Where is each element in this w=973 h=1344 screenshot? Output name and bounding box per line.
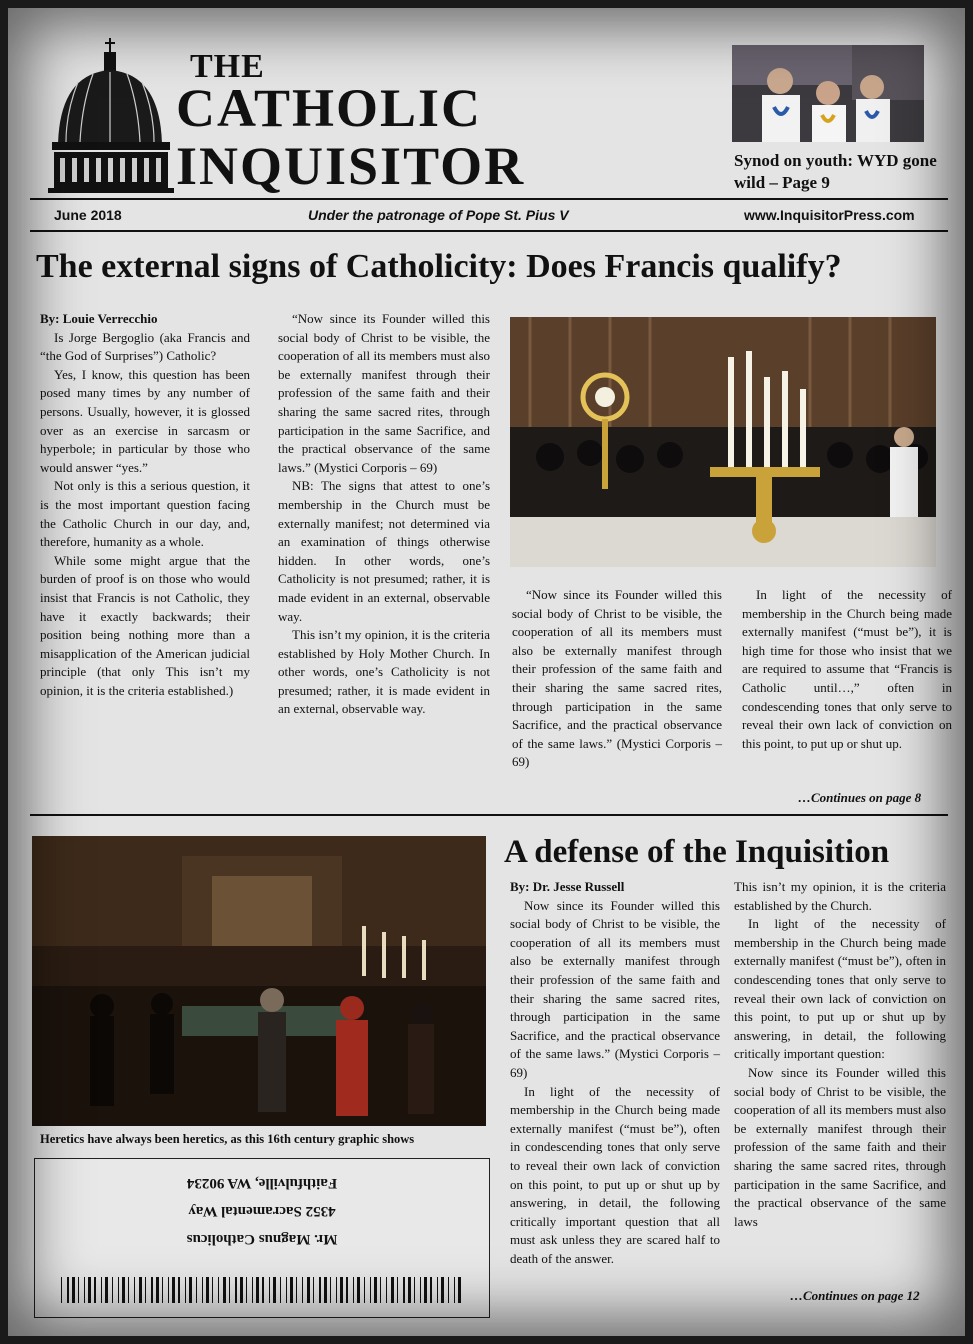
article1-byline: By: Louie Verrecchio [40,311,158,326]
barcode-bar [437,1277,438,1303]
barcode-bar [448,1277,449,1303]
barcode-bar [420,1277,421,1303]
barcode-bar [151,1277,153,1303]
article2-column1 [510,878,720,1268]
painting-caption: Heretics have always been heretics, as this 16th century graphic shows [40,1132,415,1146]
article1-column1 [40,310,250,700]
barcode-bar [313,1277,314,1303]
barcode-bar [134,1277,135,1303]
barcode-bar [273,1277,276,1303]
barcode-bar [189,1277,192,1303]
barcode-bar [364,1277,365,1303]
barcode-bar [319,1277,321,1303]
barcode-bar [178,1277,180,1303]
article1-column2 [278,310,490,719]
paragraph: Now since its Founder willed this social body of Christ to be visible, the cooperation of all its members must also be externally manifest through their profession of the same faith and their sharing the same sacred rites, through participation in the same Sacrifice, and the practical observance of the same laws [734,1064,946,1229]
barcode-bar [307,1277,310,1303]
paragraph: Is Jorge Bergoglio (aka Francis and “the God of Surprises”) Catholic? [40,329,250,364]
barcode-bar [218,1277,219,1303]
barcode-bar [262,1277,264,1303]
barcode-bar [223,1277,226,1303]
barcode-bar [94,1277,96,1303]
barcode-bar [370,1277,371,1303]
barcode-bar [357,1277,360,1303]
barcode-bar [206,1277,209,1303]
barcode-bar [145,1277,146,1303]
barcode-bar [380,1277,381,1303]
barcode-bar [84,1277,85,1303]
dome-logo-icon [48,34,184,194]
barcode-bar [269,1277,270,1303]
paragraph: This isn’t my opinion, it is the criteria established by the Church. [734,879,946,913]
adoration-photo[interactable] [510,317,936,567]
barcode-bar [296,1277,297,1303]
article2-byline: By: Dr. Jesse Russell [510,879,625,894]
paragraph: Not only is this a serious question, it is the most important question facing the Catholic Church in our day, and, therefore, humanity as a whole. [40,478,250,550]
barcode-bar [441,1277,444,1303]
barcode-bar [302,1277,303,1303]
barcode-bar [374,1277,377,1303]
barcode-bar [128,1277,129,1303]
issue-date: June 2018 [54,207,122,223]
label-name: Mr. Magnus Catholicus [186,1231,338,1247]
paragraph: In light of the necessity of membership in the Church being made externally manifest (“must be”), often in condescending tones that only serve to reveal their own lack of conviction on this point, to put up or shut up by answering, in detail, the following critically important question that all must ask unless they are scared half to death of the answer. [510,1083,720,1266]
paragraph: “Now since its Founder willed this social body of Christ to be visible, the cooperation of all its members must also be externally manifest through their profession of the same faith and their sharing the same sacred rites, through participation in the same Sacrifice, and the practical observance of the same laws.” (Mystici Corporis – 69) [278,311,490,475]
paragraph: In light of the necessity of membership in the Church being made externally manifest (“must be”), often in condescending tones that only serve to reveal their own lack of conviction on this point, to put up or shut up by answering, in detail, the following critically important question: [734,916,946,1062]
teaser-text[interactable]: Synod on youth: WYD gone wild – Page 9 [734,151,937,192]
barcode-bar [397,1277,398,1303]
barcode-bar [202,1277,203,1303]
masthead-title-line2: INQUISITOR [176,136,526,196]
paragraph: In light of the necessity of membership in the Church being made externally manifest (“must be”), it is high time for those who insist that we are required to assume that “Francis is Catholic until…,” often in condescending tones that only serve to reveal their own lack of conviction on this point, to put up or shut up. [742,587,952,751]
article1-column3 [512,586,722,772]
masthead-rule-top [30,198,948,200]
teaser-photo[interactable] [732,45,924,142]
barcode-bar [78,1277,79,1303]
barcode-bar [118,1277,119,1303]
barcode-bar [168,1277,169,1303]
mailing-label [34,1158,490,1318]
barcode-bar [246,1277,247,1303]
barcode-bar [408,1277,411,1303]
barcode-bar [67,1277,69,1303]
paragraph: Now since its Founder willed this social body of Christ to be visible, the cooperation of all its members must also be externally manifest through their profession of the same faith and their sharing the same sacred rites, through participation in the same Sacrifice, and the practical observance of the same laws.” (Mystici Corporis – 69) [510,897,720,1080]
barcode-bar [252,1277,253,1303]
masthead-rule-bottom [30,230,948,232]
barcode-bar [172,1277,175,1303]
barcode-bar [353,1277,354,1303]
barcode-bar [286,1277,287,1303]
barcode-bar [240,1277,243,1303]
barcode-bar [122,1277,125,1303]
paragraph: While some might argue that the burden of proof is on those who would insist that Francis is not Catholic, they have it exactly backwards; their position being nothing more than a misapplication of the American judicial principle (that only This isn’t my opinion, it is the criteria established.) [40,552,250,698]
barcode-bar [336,1277,337,1303]
paragraph: “Now since its Founder willed this social body of Christ to be visible, the cooperation of all its members must also be externally manifest through their profession of the same faith and their sharing the same sacred rites, through participation in the same Sacrifice, and the practical observance of the same laws.” (Mystici Corporis – 69) [512,587,722,770]
article1-headline[interactable]: The external signs of Catholicity: Does Francis qualify? [36,248,842,285]
paragraph: This isn’t my opinion, it is the criteria established by Holy Mother Church. In other words, one’s Catholicity is not presumed; rather, it is made evident in an external, observable way. [278,627,490,717]
barcode-bar [458,1277,461,1303]
masthead-the: THE [190,48,265,85]
barcode-bar [72,1277,75,1303]
barcode-bar [290,1277,293,1303]
barcode-bar [61,1277,62,1303]
article2-continues-link[interactable]: …Continues on page 12 [790,1288,920,1303]
newspaper-page [8,8,965,1336]
barcode-bar [156,1277,159,1303]
masthead-title-line1: CATHOLIC [176,78,483,138]
barcode-bar [105,1277,108,1303]
article1-column4 [742,586,952,753]
barcode-bar [330,1277,331,1303]
barcode-bar [229,1277,230,1303]
barcode-bar [414,1277,415,1303]
paragraph: Yes, I know, this question has been posed many times by any number of persons. Usually, however, it is glossed over as an exercise in sarcasm or hyperbole; in particular by those who would answer “yes.” [40,366,250,475]
article1-continues-link[interactable]: …Continues on page 8 [798,790,922,805]
section-divider [30,814,948,816]
barcode-bar [256,1277,259,1303]
barcode-bar [324,1277,327,1303]
barcode-bar [112,1277,113,1303]
paragraph: NB: The signs that attest to one’s membership in the Church must be externally manifest; not determined via an examination of things otherwise hidden. In other words, one’s Catholicity is not presumed; rather, it is made evident in an external, observable way. [278,478,490,624]
barcode-bar [139,1277,142,1303]
barcode-bar [235,1277,237,1303]
inquisition-painting[interactable] [32,836,486,1126]
barcode-bar [196,1277,197,1303]
barcode-bar [403,1277,405,1303]
label-street: 4352 Sacramental Way [188,1203,336,1219]
barcode-bar [386,1277,387,1303]
barcode-bar [454,1277,455,1303]
barcode-bar [280,1277,281,1303]
barcode-bar [424,1277,427,1303]
barcode-icon [61,1277,461,1303]
article2-column2 [734,878,946,1231]
barcode-bar [212,1277,213,1303]
label-city: Faithfulville, WA 90234 [186,1175,338,1191]
barcode-bar [101,1277,102,1303]
barcode-bar [88,1277,91,1303]
article2-headline[interactable]: A defense of the Inquisition [504,834,890,870]
barcode-bar [430,1277,432,1303]
barcode-bar [346,1277,348,1303]
barcode-bar [391,1277,394,1303]
barcode-bar [185,1277,186,1303]
barcode-bar [162,1277,163,1303]
barcode-bar [340,1277,343,1303]
website-link[interactable]: www.InquisitorPress.com [744,207,915,223]
patronage-line: Under the patronage of Pope St. Pius V [308,207,569,223]
